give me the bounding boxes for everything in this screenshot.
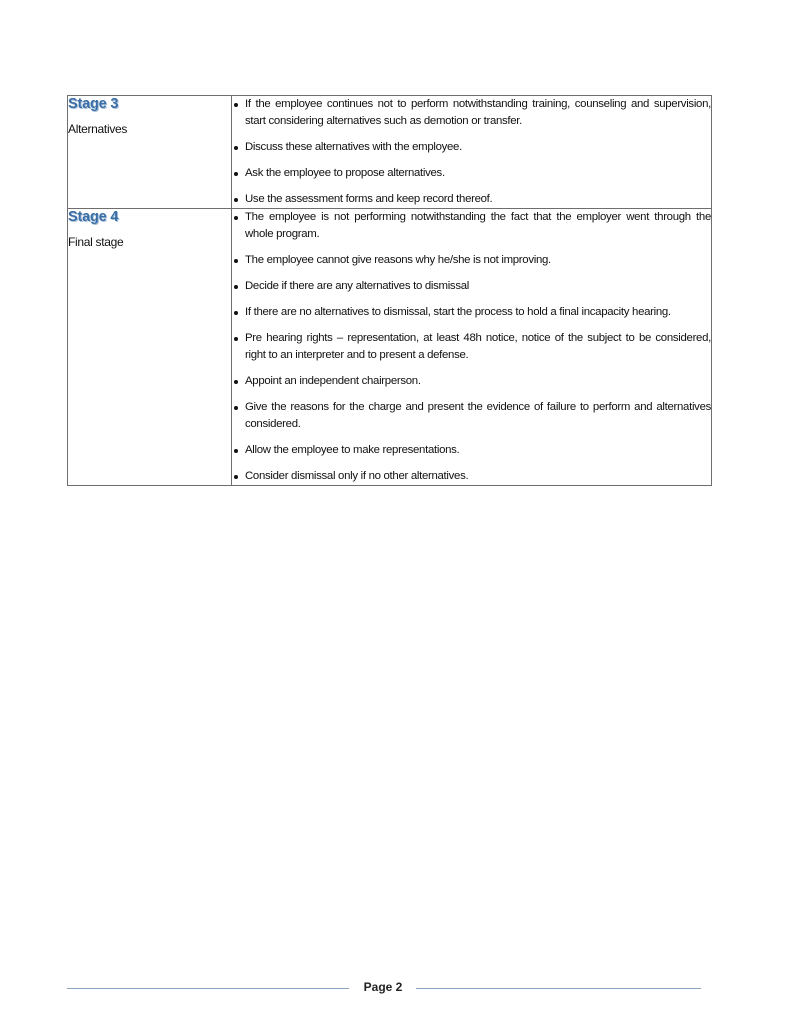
list-item-text: Consider dismissal only if no other alternatives. [245, 470, 469, 482]
stage-subtitle: Alternatives [68, 122, 128, 136]
list-item-text: Give the reasons for the charge and present the evidence of failure to perform and alternatives considered. [245, 401, 711, 430]
list-item [232, 191, 711, 208]
list-item [232, 304, 711, 321]
stage-items-cell [232, 209, 712, 486]
bullet-icon [234, 216, 238, 220]
list-item [232, 96, 711, 130]
list-item-text: Appoint an independent chairperson. [245, 375, 421, 387]
bullet-icon [234, 406, 238, 410]
list-item [232, 165, 711, 182]
bullet-icon [234, 172, 238, 176]
list-item-text: Pre hearing rights – representation, at least 48h notice, notice of the subject to be considered, right to an interpreter and to present a defense. [245, 332, 711, 361]
bullet-icon [234, 198, 238, 202]
list-item [232, 399, 711, 433]
list-item-text: Discuss these alternatives with the employee. [245, 141, 462, 153]
bullet-icon [234, 475, 238, 479]
list-item-text: Allow the employee to make representations. [245, 444, 460, 456]
list-item [232, 330, 711, 364]
bullet-icon [234, 337, 238, 341]
list-item [232, 139, 711, 156]
bullet-icon [234, 285, 238, 289]
list-item [232, 468, 711, 485]
list-item [232, 278, 711, 295]
stage-cell [68, 96, 232, 209]
bullet-icon [234, 146, 238, 150]
list-item [232, 442, 711, 459]
list-item-text: If the employee continues not to perform notwithstanding training, counseling and supervision, start considering alternatives such as demotion or transfer. [245, 98, 711, 127]
stage-title: Stage 4 [68, 209, 119, 225]
list-item-text: Ask the employee to propose alternatives. [245, 167, 445, 179]
stage-row [68, 96, 712, 209]
stage-title: Stage 3 [68, 96, 119, 112]
list-item [232, 209, 711, 243]
list-item-text: If there are no alternatives to dismissal, start the process to hold a final incapacity hearing. [245, 306, 671, 318]
bullet-icon [234, 311, 238, 315]
stage-items-list [232, 209, 711, 485]
page-footer [67, 978, 701, 998]
list-item-text: Decide if there are any alternatives to dismissal [245, 280, 469, 292]
page-number: Page 2 [363, 980, 403, 994]
stages-table [67, 95, 712, 486]
bullet-icon [234, 380, 238, 384]
footer-rule-left [67, 988, 349, 989]
bullet-icon [234, 449, 238, 453]
list-item-text: The employee is not performing notwithstanding the fact that the employer went through the whole program. [245, 211, 711, 240]
list-item [232, 252, 711, 269]
list-item [232, 373, 711, 390]
stage-items-list [232, 96, 711, 208]
bullet-icon [234, 103, 238, 107]
list-item-text: Use the assessment forms and keep record thereof. [245, 193, 493, 205]
bullet-icon [234, 259, 238, 263]
stage-subtitle: Final stage [68, 235, 124, 249]
stage-cell [68, 209, 232, 486]
list-item-text: The employee cannot give reasons why he/she is not improving. [245, 254, 551, 266]
stage-row [68, 209, 712, 486]
footer-rule-right [416, 988, 701, 989]
stage-items-cell [232, 96, 712, 209]
